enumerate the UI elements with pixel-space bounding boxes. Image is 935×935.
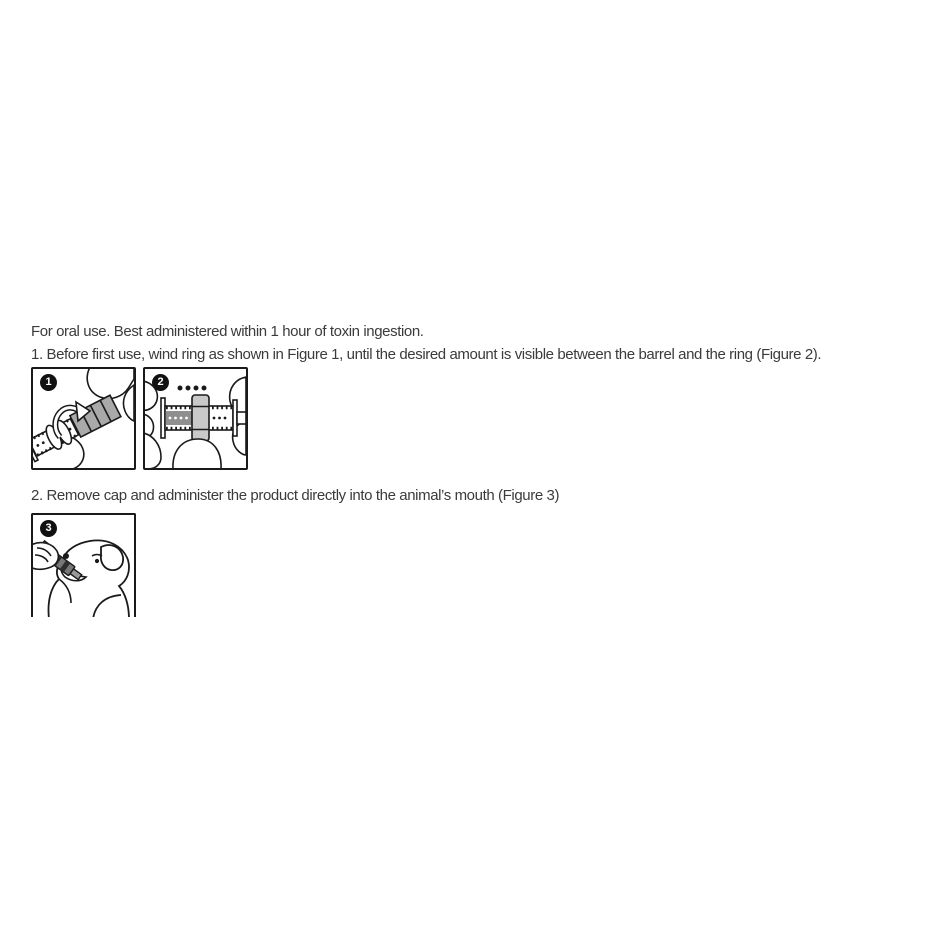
intro-text: For oral use. Best administered within 1 hour of toxin ingestion.	[31, 323, 424, 340]
dog-ear-icon	[101, 545, 123, 570]
figure-3-number-badge: 3	[40, 520, 57, 537]
step-2-text: 2. Remove cap and administer the product directly into the animal’s mouth (Figure 3)	[31, 487, 560, 504]
step-1-text: 1. Before first use, wind ring as shown in Figure 1, until the desired amount is visible between the barrel and the ring (Figure 2).	[31, 346, 822, 363]
figure-3-administer-to-dog	[31, 513, 136, 617]
hand-icon	[33, 543, 58, 570]
dog-eye-icon	[95, 559, 99, 563]
figure-1-wind-ring	[31, 367, 136, 470]
syringe-icon	[161, 395, 246, 441]
dog-icon	[48, 540, 129, 617]
figure-row	[31, 367, 248, 470]
left-hand-icon	[145, 381, 161, 468]
dosing-ring-icon	[192, 395, 209, 441]
figure-2-dose-visible	[143, 367, 248, 470]
figure-2-number-badge: 2	[152, 374, 169, 391]
figure-1-number-badge: 1	[40, 374, 57, 391]
dose-dots-icon	[178, 386, 207, 391]
thumb-icon	[173, 439, 221, 468]
